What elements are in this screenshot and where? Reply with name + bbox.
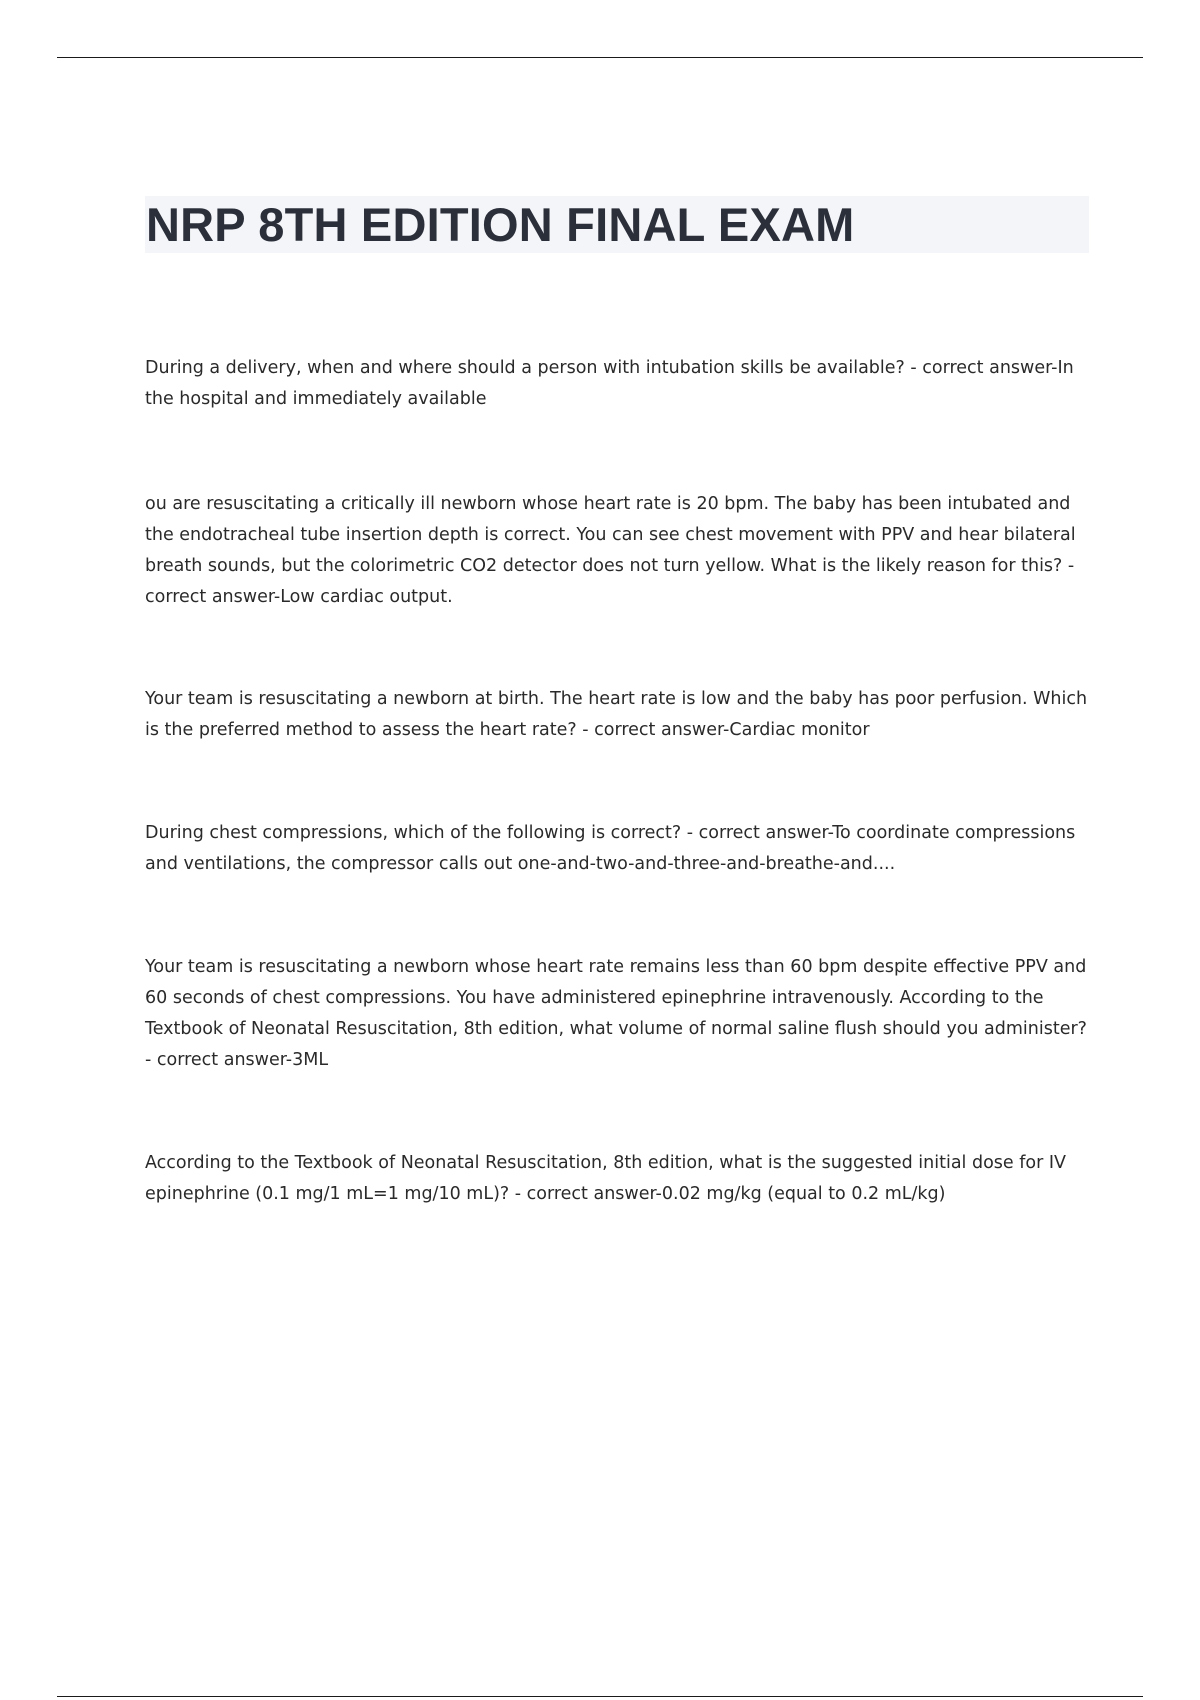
question-answer-5: Your team is resuscitating a newborn whose heart rate remains less than 60 bpm despite effective PPV and 60 seconds of chest compressions. You have administered epinephrine intravenously. According to the Textbook of Neonatal Resuscitation, 8th edition, what volume of normal saline flush should you administer? - correct answer-3ML <box>145 957 1087 1070</box>
question-answer-3: Your team is resuscitating a newborn at birth. The heart rate is low and the baby has poor perfusion. Which is the preferred method to assess the heart rate? - correct answer-Cardiac monitor <box>145 689 1088 740</box>
page-title: NRP 8TH EDITION FINAL EXAM <box>146 198 855 251</box>
question-answer-4: During chest compressions, which of the following is correct? - correct answer-To coordinate compressions and ventilations, the compressor calls out one-and-two-and-three-and-breathe-and.... <box>145 823 1076 874</box>
top-rule <box>57 57 1143 58</box>
question-answer-1: During a delivery, when and where should a person with intubation skills be available? - correct answer-In the hospital and immediately available <box>145 358 1074 409</box>
question-answer-2: ou are resuscitating a critically ill newborn whose heart rate is 20 bpm. The baby has been intubated and the endotracheal tube insertion depth is correct. You can see chest movement with PPV and hear bilateral breath sounds, but the colorimetric CO2 detector does not turn yellow. What is the likely reason for this? - correct answer-Low cardiac output. <box>145 494 1076 607</box>
question-answer-6: According to the Textbook of Neonatal Resuscitation, 8th edition, what is the suggested initial dose for IV epinephrine (0.1 mg/1 mL=1 mg/10 mL)? - correct answer-0.02 mg/kg (equal to 0.2 mL/kg) <box>145 1153 1066 1204</box>
bottom-rule <box>57 1696 1143 1697</box>
